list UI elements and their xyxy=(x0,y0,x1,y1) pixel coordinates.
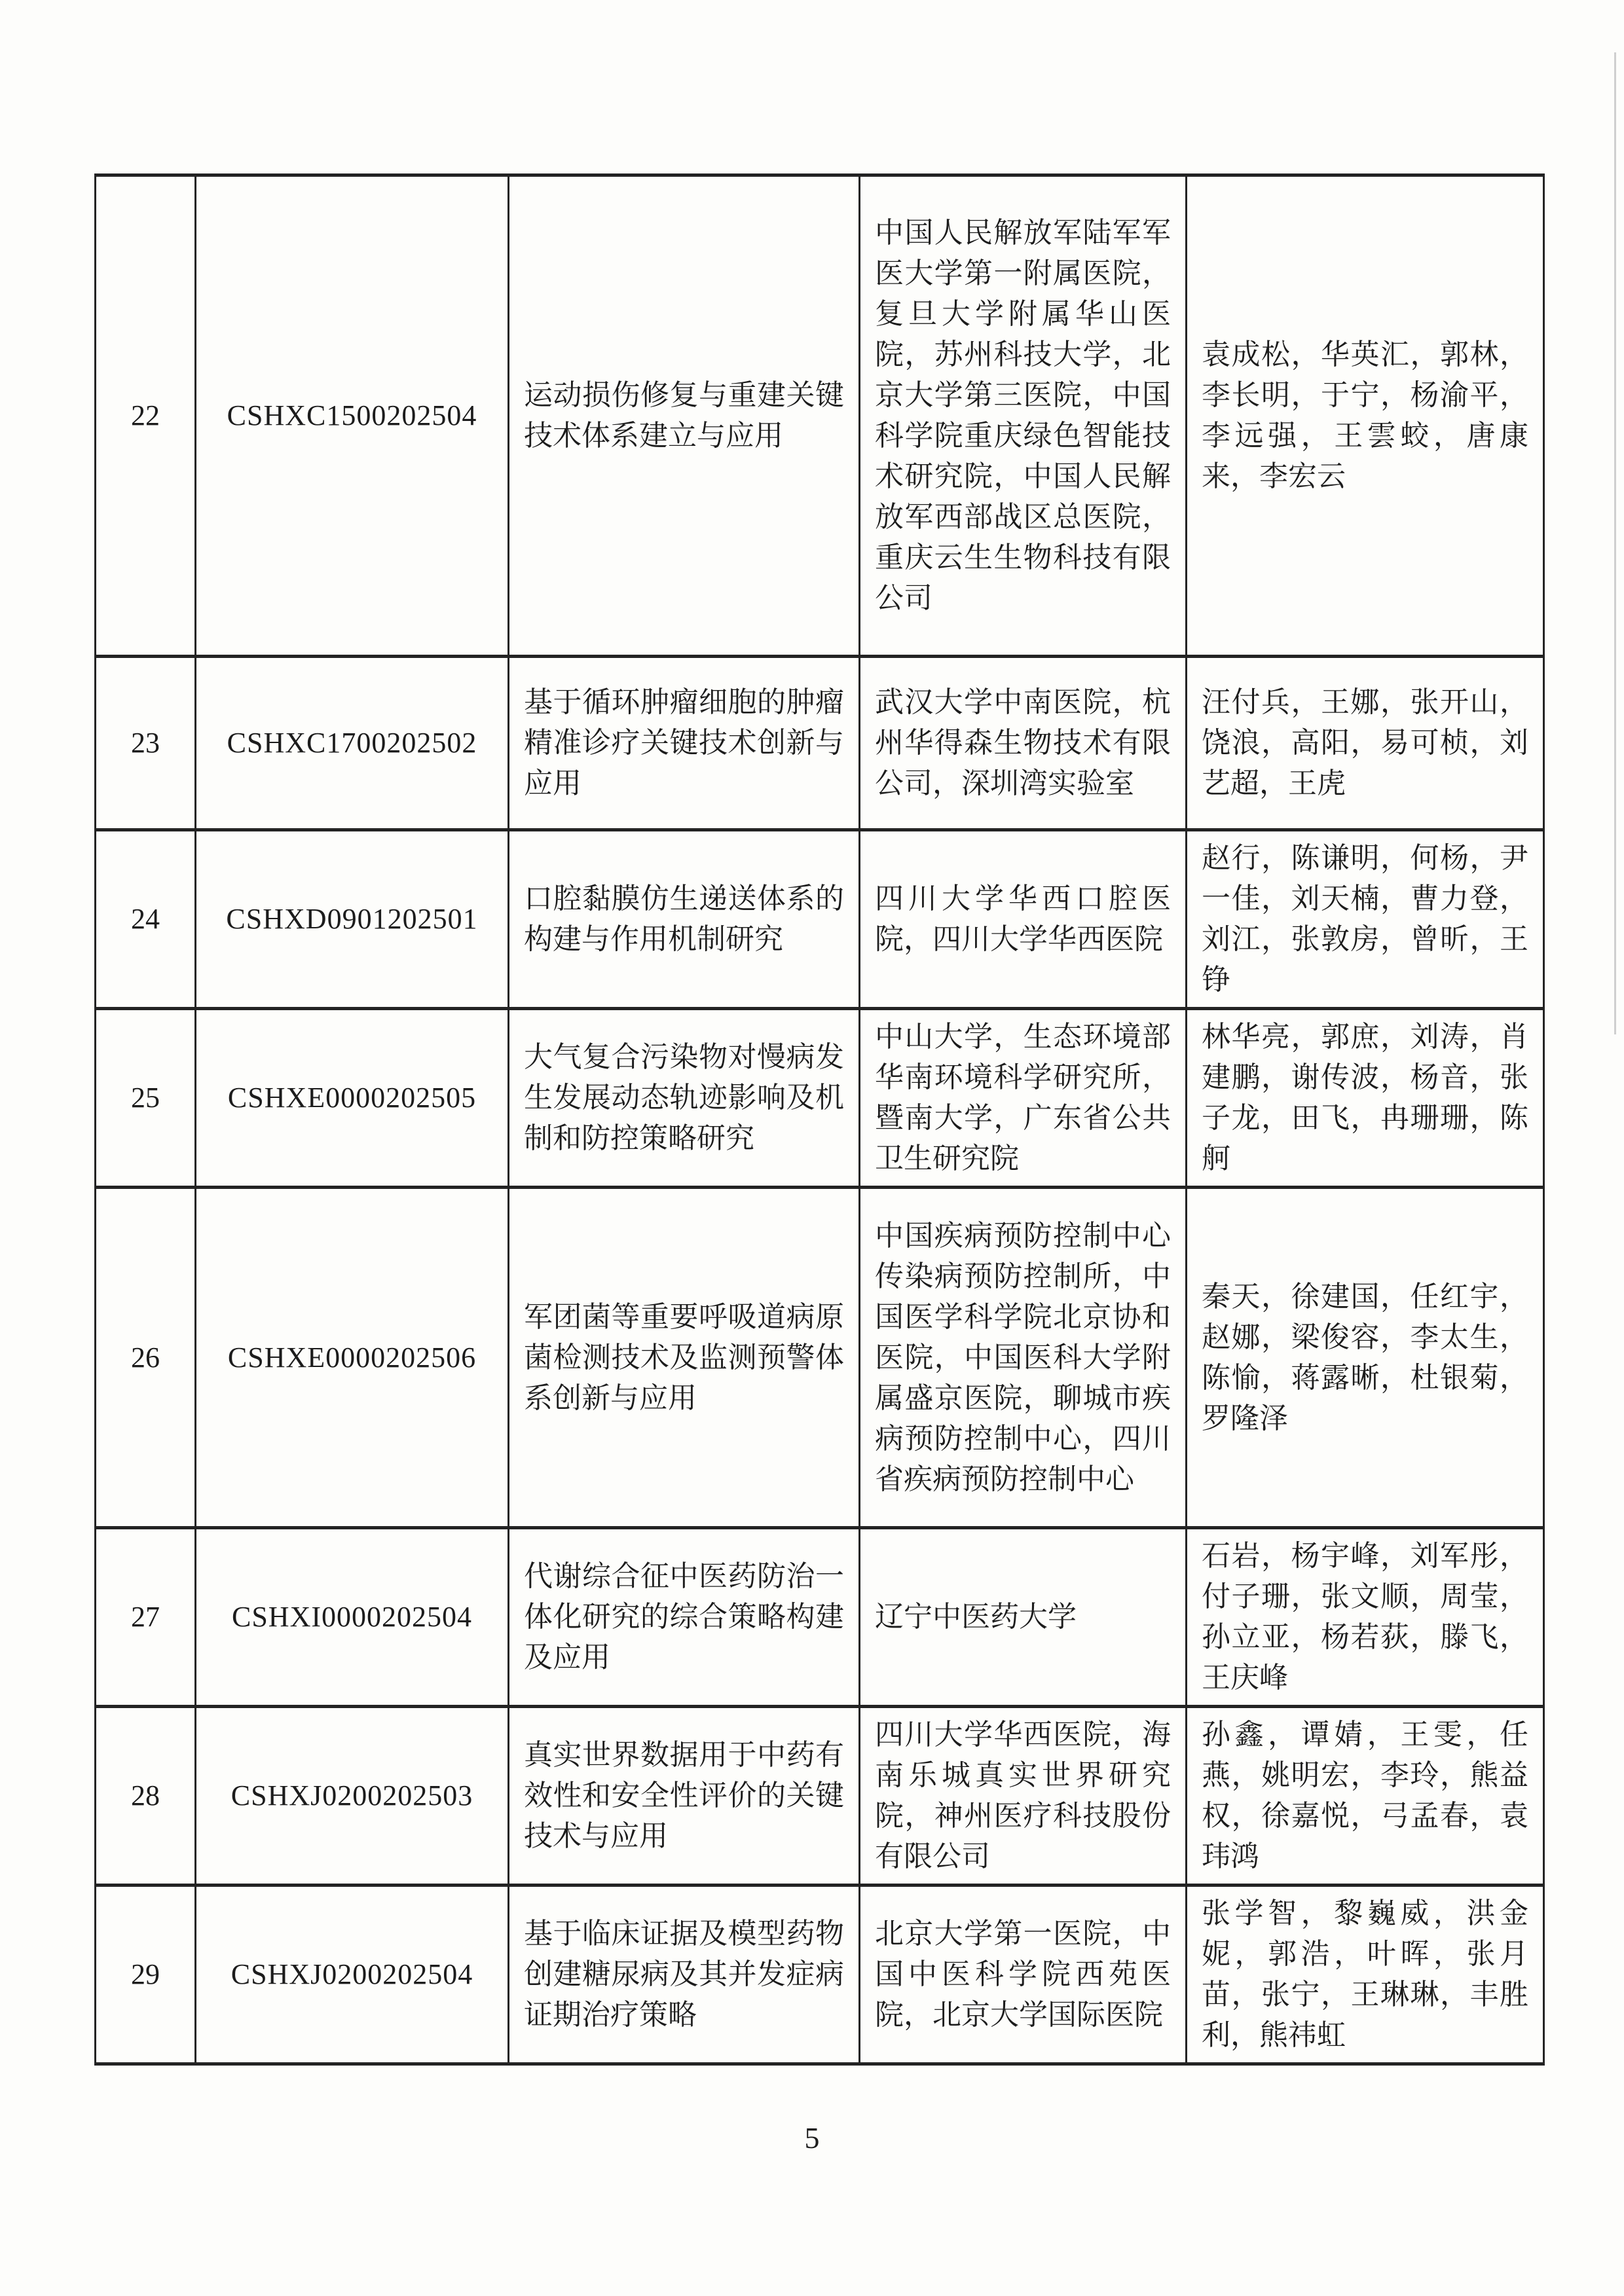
project-title-cell: 运动损伤修复与重建关键技术体系建立与应用 xyxy=(509,175,860,657)
row-number-cell: 29 xyxy=(96,1886,196,2064)
institutions-cell: 中国人民解放军陆军军医大学第一附属医院，复旦大学附属华山医院，苏州科技大学，北京大学第三医院，中国科学院重庆绿色智能技术研究院，中国人民解放军西部战区总医院，重庆云生生物科技有限公司 xyxy=(860,175,1187,657)
project-code-cell: CSHXJ0200202503 xyxy=(196,1707,509,1886)
table-row xyxy=(96,1009,1544,1188)
table-row xyxy=(96,1528,1544,1707)
page-number: 5 xyxy=(804,2121,820,2155)
row-number-cell: 24 xyxy=(96,830,196,1009)
institutions-cell: 中国疾病预防控制中心传染病预防控制所，中国医学科学院北京协和医院，中国医科大学附属盛京医院，聊城市疾病预防控制中心，四川省疾病预防控制中心 xyxy=(860,1188,1187,1528)
row-number-cell: 25 xyxy=(96,1009,196,1188)
project-code-cell: CSHXI0000202504 xyxy=(196,1528,509,1707)
project-title-cell: 大气复合污染物对慢病发生发展动态轨迹影响及机制和防控策略研究 xyxy=(509,1009,860,1188)
row-number-cell: 27 xyxy=(96,1528,196,1707)
table-row xyxy=(96,657,1544,830)
table-row xyxy=(96,1707,1544,1886)
project-code-cell: CSHXD0901202501 xyxy=(196,830,509,1009)
members-cell: 秦天，徐建国，任红宇，赵娜，梁俊容，李太生，陈愉，蒋露晰，杜银菊，罗隆泽 xyxy=(1187,1188,1544,1528)
row-number-cell: 23 xyxy=(96,657,196,830)
members-cell: 袁成松，华英汇，郭林，李长明，于宁，杨渝平，李远强，王雲蛟，唐康来，李宏云 xyxy=(1187,175,1544,657)
members-cell: 林华亮，郭庶，刘涛，肖建鹏，谢传波，杨音，张子龙，田飞，冉珊珊，陈舸 xyxy=(1187,1009,1544,1188)
table-row xyxy=(96,1886,1544,2064)
project-title-cell: 军团菌等重要呼吸道病原菌检测技术及监测预警体系创新与应用 xyxy=(509,1188,860,1528)
project-code-cell: CSHXJ0200202504 xyxy=(196,1886,509,2064)
project-code-cell: CSHXE0000202505 xyxy=(196,1009,509,1188)
project-title-cell: 真实世界数据用于中药有效性和安全性评价的关键技术与应用 xyxy=(509,1707,860,1886)
table-row xyxy=(96,175,1544,657)
members-cell: 石岩，杨宇峰，刘军彤，付子珊，张文顺，周莹，孙立亚，杨若荻，滕飞，王庆峰 xyxy=(1187,1528,1544,1707)
institutions-cell: 四川大学华西口腔医院，四川大学华西医院 xyxy=(860,830,1187,1009)
project-title-cell: 基于临床证据及模型药物创建糖尿病及其并发症病证期治疗策略 xyxy=(509,1886,860,2064)
project-code-cell: CSHXC1500202504 xyxy=(196,175,509,657)
members-cell: 汪付兵，王娜，张开山，饶浪，高阳，易可桢，刘艺超，王虎 xyxy=(1187,657,1544,830)
project-title-cell: 口腔黏膜仿生递送体系的构建与作用机制研究 xyxy=(509,830,860,1009)
project-title-cell: 代谢综合征中医药防治一体化研究的综合策略构建及应用 xyxy=(509,1528,860,1707)
institutions-cell: 北京大学第一医院，中国中医科学院西苑医院，北京大学国际医院 xyxy=(860,1886,1187,2064)
table-row xyxy=(96,830,1544,1009)
members-cell: 赵行，陈谦明，何杨，尹一佳，刘天楠，曹力登，刘江，张敦房，曾昕，王铮 xyxy=(1187,830,1544,1009)
row-number-cell: 22 xyxy=(96,175,196,657)
institutions-cell: 武汉大学中南医院，杭州华得森生物技术有限公司，深圳湾实验室 xyxy=(860,657,1187,830)
row-number-cell: 28 xyxy=(96,1707,196,1886)
scan-edge-artifact xyxy=(1614,52,1616,1034)
institutions-cell: 辽宁中医药大学 xyxy=(860,1528,1187,1707)
row-number-cell: 26 xyxy=(96,1188,196,1528)
members-cell: 孙鑫，谭婧，王雯，任燕，姚明宏，李玲，熊益权，徐嘉悦，弓孟春，袁玮鸿 xyxy=(1187,1707,1544,1886)
members-cell: 张学智，黎巍威，洪金妮，郭浩，叶晖，张月苗，张宁，王琳琳，丰胜利，熊祎虹 xyxy=(1187,1886,1544,2064)
institutions-cell: 中山大学，生态环境部华南环境科学研究所，暨南大学，广东省公共卫生研究院 xyxy=(860,1009,1187,1188)
project-code-cell: CSHXE0000202506 xyxy=(196,1188,509,1528)
project-table xyxy=(94,173,1545,2066)
table-row xyxy=(96,1188,1544,1528)
project-title-cell: 基于循环肿瘤细胞的肿瘤精准诊疗关键技术创新与应用 xyxy=(509,657,860,830)
institutions-cell: 四川大学华西医院，海南乐城真实世界研究院，神州医疗科技股份有限公司 xyxy=(860,1707,1187,1886)
project-code-cell: CSHXC1700202502 xyxy=(196,657,509,830)
